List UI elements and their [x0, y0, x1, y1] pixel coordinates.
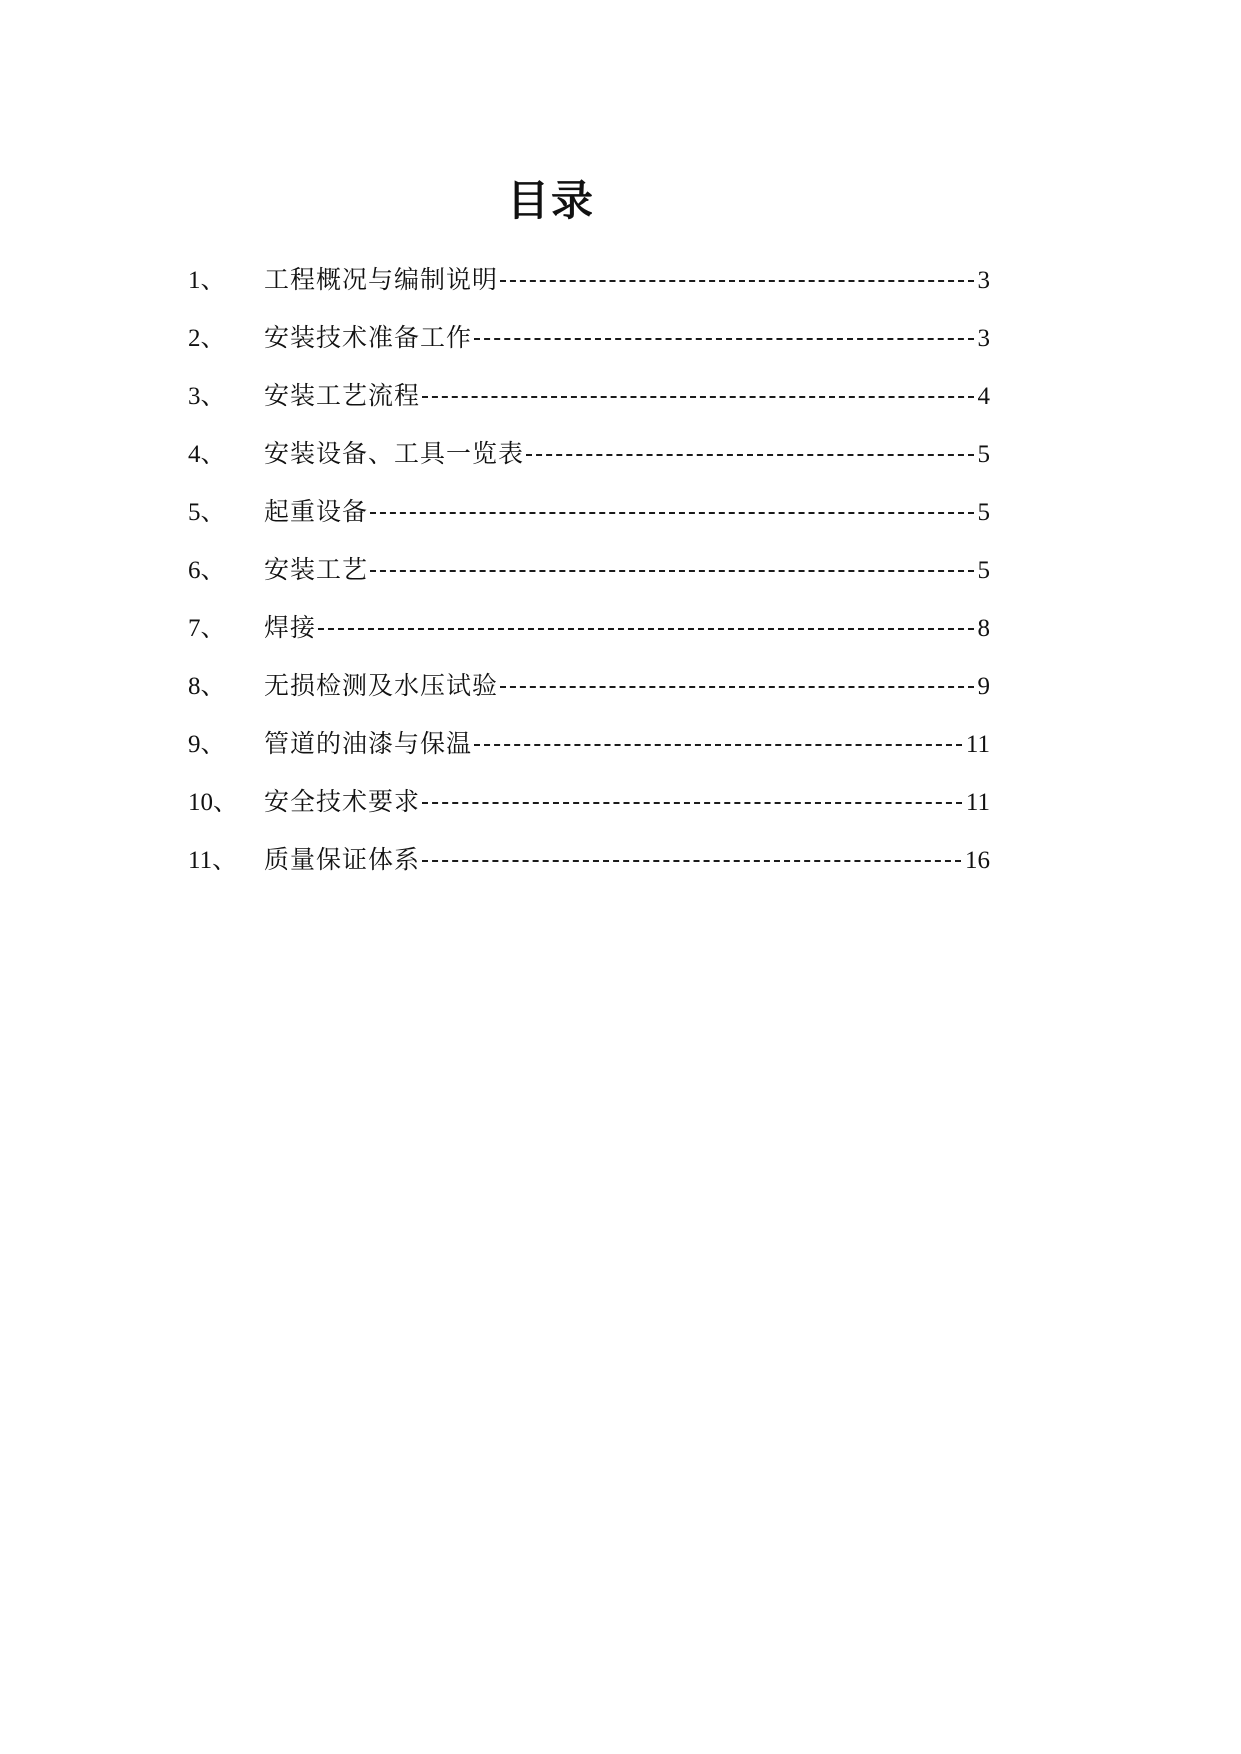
- toc-entry-number: 1、: [188, 267, 226, 294]
- toc-entry-number: 5、: [188, 499, 226, 526]
- toc-entry-1[interactable]: [188, 260, 990, 300]
- toc-entry-page: 16: [965, 847, 990, 874]
- toc-entry-10[interactable]: [188, 782, 990, 822]
- toc-entry-9[interactable]: [188, 724, 990, 764]
- toc-entry-page: 3: [977, 267, 990, 294]
- toc-dash-leader: [474, 744, 962, 746]
- toc-dash-leader: [474, 338, 973, 340]
- toc-entry-11[interactable]: [188, 840, 990, 880]
- toc-entry-number: 4、: [188, 441, 226, 468]
- toc-entry-page: 5: [977, 499, 990, 526]
- toc-dash-leader: [526, 454, 973, 456]
- toc-dash-leader: [318, 628, 973, 630]
- toc-entry-number: 10、: [188, 789, 239, 816]
- toc-entry-number: 9、: [188, 731, 226, 758]
- toc-entry-4[interactable]: [188, 434, 990, 474]
- toc-dash-leader: [422, 802, 962, 804]
- toc-dash-leader: [500, 280, 973, 282]
- toc-entry-6[interactable]: [188, 550, 990, 590]
- toc-dash-leader: [500, 686, 973, 688]
- toc-entry-page: 8: [977, 615, 990, 642]
- toc-entry-number: 8、: [188, 673, 226, 700]
- toc-entry-2[interactable]: [188, 318, 990, 358]
- toc-entry-7[interactable]: [188, 608, 990, 648]
- toc-entry-page: 3: [977, 325, 990, 352]
- toc-entry-page: 5: [977, 557, 990, 584]
- toc-entry-page: 11: [965, 731, 990, 758]
- toc-entry-number: 3、: [188, 383, 226, 410]
- toc-dash-leader: [422, 396, 973, 398]
- toc-entry-title: 质量保证体系: [264, 845, 421, 874]
- toc-entry-3[interactable]: [188, 376, 990, 416]
- toc-entry-title: 安装设备、工具一览表: [264, 439, 525, 468]
- toc-dash-leader: [370, 512, 973, 514]
- toc-entry-number: 7、: [188, 615, 226, 642]
- toc-entry-title: 无损检测及水压试验: [264, 671, 499, 700]
- toc-entry-title: 工程概况与编制说明: [264, 265, 499, 294]
- toc-entry-page: 11: [965, 789, 990, 816]
- toc-entry-title: 焊接: [264, 613, 317, 642]
- toc-entry-5[interactable]: [188, 492, 990, 532]
- page-title: 目录: [506, 176, 595, 226]
- toc-entry-page: 5: [977, 441, 990, 468]
- toc-entry-8[interactable]: [188, 666, 990, 706]
- toc-entry-page: 9: [977, 673, 990, 700]
- toc-dash-leader: [422, 860, 961, 862]
- toc-entry-title: 安全技术要求: [264, 787, 421, 816]
- toc-entry-page: 4: [977, 383, 990, 410]
- toc-entry-number: 11、: [188, 847, 238, 874]
- toc-entry-title: 安装技术准备工作: [264, 323, 473, 352]
- toc-entry-title: 安装工艺: [264, 555, 369, 584]
- toc-entry-title: 管道的油漆与保温: [264, 729, 473, 758]
- toc-entry-title: 起重设备: [264, 497, 369, 526]
- toc-entry-number: 6、: [188, 557, 226, 584]
- toc-dash-leader: [370, 570, 973, 572]
- toc-entry-number: 2、: [188, 325, 226, 352]
- toc-entry-title: 安装工艺流程: [264, 381, 421, 410]
